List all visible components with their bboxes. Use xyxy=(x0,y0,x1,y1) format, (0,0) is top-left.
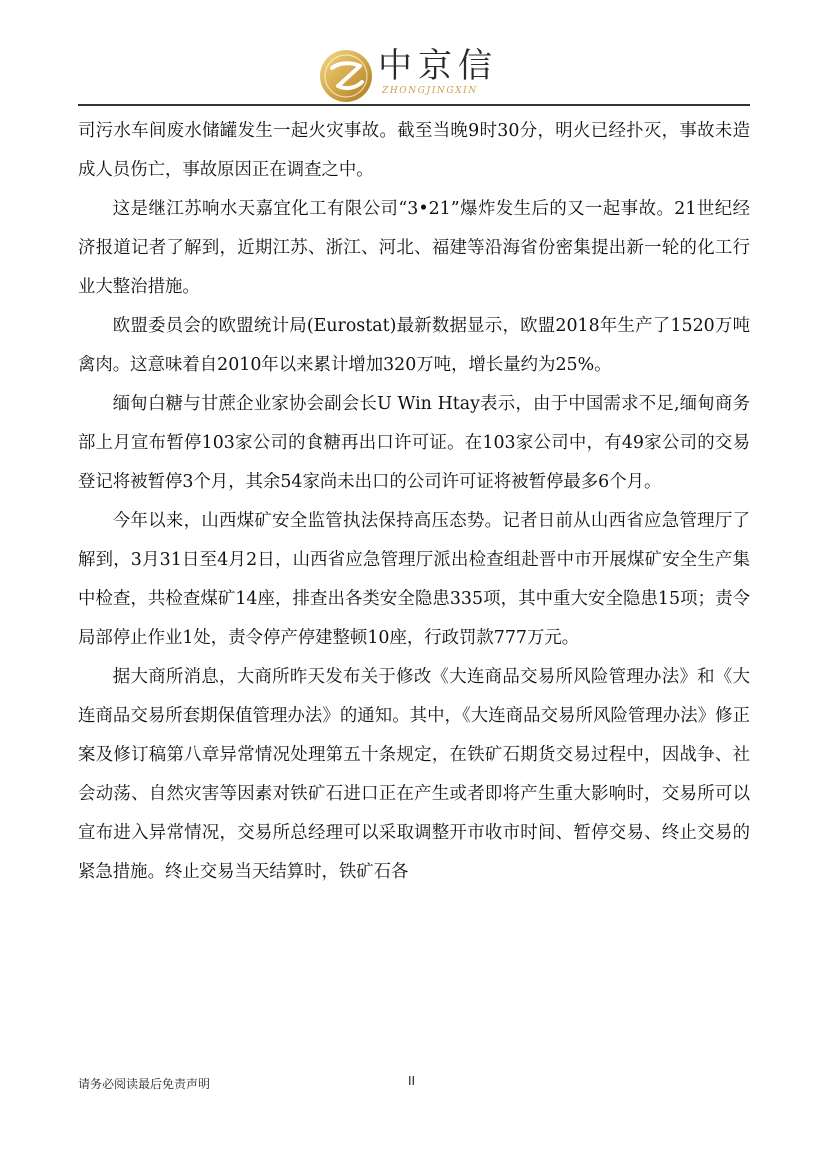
paragraph-1: 司污水车间废水储罐发生一起火灾事故。截至当晚9时30分，明火已经扑灭，事故未造成人员伤亡，事故原因正在调查之中。 xyxy=(78,121,750,180)
paragraph-5: 今年以来，山西煤矿安全监管执法保持高压态势。记者日前从山西省应急管理厅了解到，3月31日至4月2日，山西省应急管理厅派出检查组赴晋中市开展煤矿安全生产集中检查，共检查煤矿14座，排查出各类安全隐患335项，其中重大安全隐患15项；责令局部停止作业1处，责令停产停建整顿10座，行政罚款777万元。 xyxy=(78,511,750,648)
logo-pinyin: ZHONGJINGXIN xyxy=(382,86,478,96)
logo-name: 中京信 xyxy=(378,46,498,86)
company-logo xyxy=(318,46,518,106)
zhongjingxin-logo-icon xyxy=(318,48,374,104)
paragraph-4: 缅甸白糖与甘蔗企业家协会副会长U Win Htay表示，由于中国需求不足,缅甸商务部上月宣布暂停103家公司的食糖再出口许可证。在103家公司中，有49家公司的交易登记将被暂停3个月，其余54家尚未出口的公司许可证将被暂停最多6个月。 xyxy=(78,394,750,492)
disclaimer-note: 请务必阅读最后免责声明 xyxy=(78,1077,211,1091)
header-divider xyxy=(78,104,750,106)
document-body xyxy=(78,112,750,892)
page-header xyxy=(0,0,827,108)
page-number: II xyxy=(408,1074,416,1088)
paragraph-2: 这是继江苏响水天嘉宜化工有限公司“3•21”爆炸发生后的又一起事故。21世纪经济报道记者了解到，近期江苏、浙江、河北、福建等沿海省份密集提出新一轮的化工行业大整治措施。 xyxy=(78,199,750,297)
paragraph-3: 欧盟委员会的欧盟统计局(Eurostat)最新数据显示，欧盟2018年生产了1520万吨禽肉。这意味着自2010年以来累计增加320万吨，增长量约为25%。 xyxy=(78,316,750,375)
paragraph-6: 据大商所消息，大商所昨天发布关于修改《大连商品交易所风险管理办法》和《大连商品交易所套期保值管理办法》的通知。其中，《大连商品交易所风险管理办法》修正案及修订稿第八章异常情况处理第五十条规定，在铁矿石期货交易过程中，因战争、社会动荡、自然灾害等因素对铁矿石进口正在产生或者即将产生重大影响时，交易所可以宣布进入异常情况，交易所总经理可以采取调整开市收市时间、暂停交易、终止交易的紧急措施。终止交易当天结算时，铁矿石各 xyxy=(78,667,750,882)
